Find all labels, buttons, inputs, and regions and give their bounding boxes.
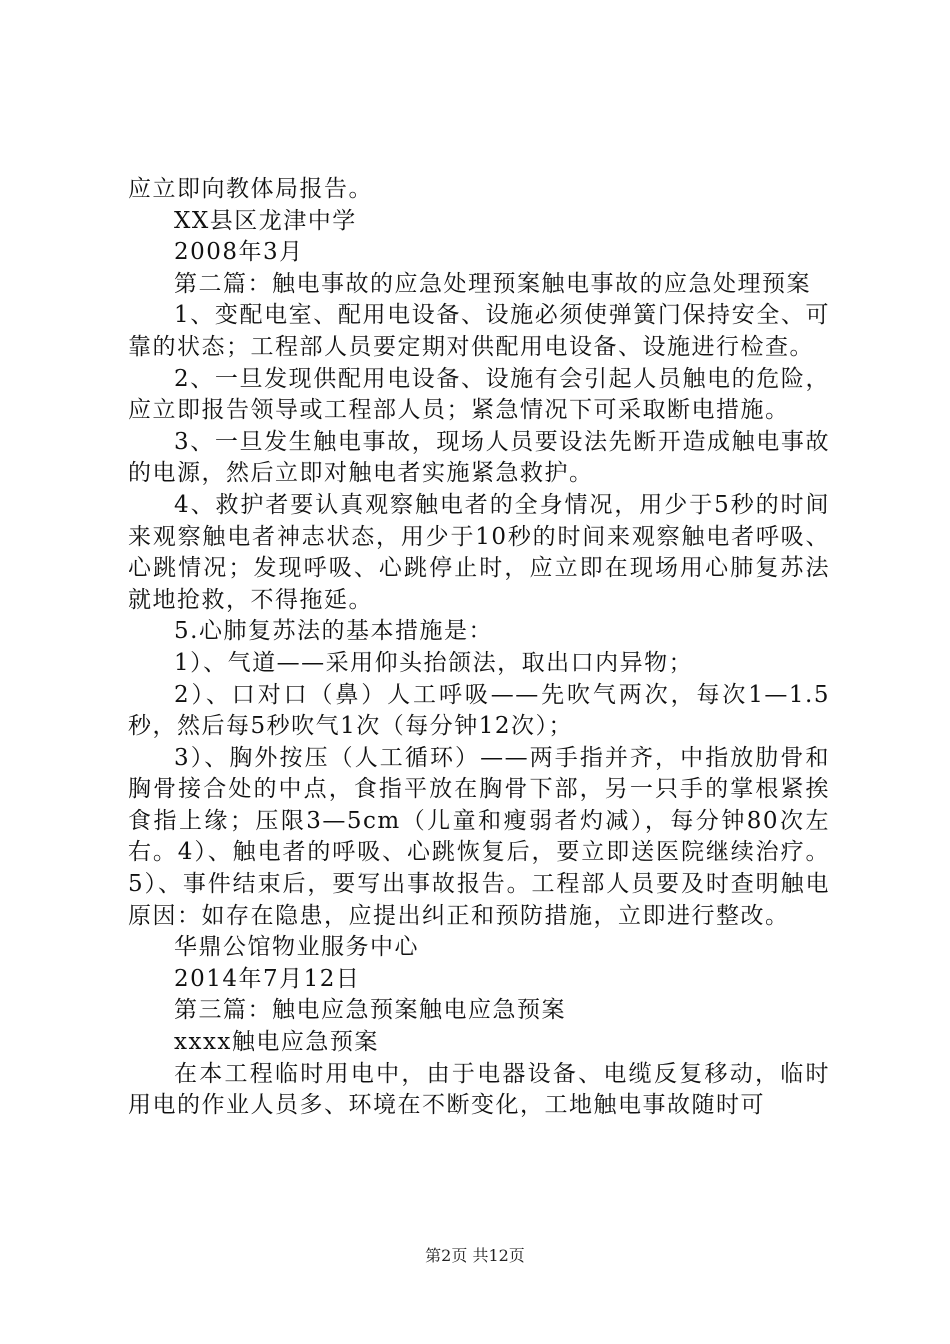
paragraph-step-3: 3）、胸外按压（人工循环）——两手指并齐，中指放肋骨和胸骨接合处的中点，食指平放在胸骨下部，另一只手的掌根紧挨食指上缘；压限3—5cm（儿童和瘦弱者灼减），每分钟80次左右。4）、触电者的呼吸、心跳恢复后，要立即送医院继续治疗。5）、事件结束后，要写出事故报告。工程部人员要及时查明触电原因：如存在隐患，应提出纠正和预防措施，立即进行整改。: [128, 744, 830, 929]
document-body: [128, 174, 830, 1122]
page-number-footer: 第2页 共12页: [425, 1246, 525, 1265]
paragraph-report-line: 应立即向教体局报告。: [128, 176, 373, 202]
paragraph-item-1: 1、变配电室、配用电设备、设施必须使弹簧门保持安全、可靠的状态；工程部人员要定期对供配用电设备、设施进行检查。: [128, 302, 830, 360]
signature-property-center: 华鼎公馆物业服务中心: [174, 934, 419, 961]
signature-date-2008: 2008年3月: [174, 239, 304, 266]
paragraph-item-4: 4、救护者要认真观察触电者的全身情况，用少于5秒的时间来观察触电者神志状态，用少于10秒的时间来观察触电者呼吸、心跳情况；发现呼吸、心跳停止时，应立即在现场用心肺复苏法就地抢救，不得拖延。: [128, 491, 830, 613]
paragraph-item-3: 3、一旦发生触电事故，现场人员要设法先断开造成触电事故的电源，然后立即对触电者实施紧急救护。: [128, 428, 830, 487]
signature-date-2014: 2014年7月12日: [174, 965, 361, 992]
paragraph-item-5: 5.心肺复苏法的基本措施是：: [174, 618, 493, 645]
section-title-3: 第三篇：触电应急预案触电应急预案: [174, 997, 566, 1024]
paragraph-step-2: 2）、口对口（鼻）人工呼吸——先吹气两次，每次1—1.5秒，然后每5秒吹气1次（每分钟12次）；: [128, 681, 830, 740]
signature-school: XX县区龙津中学: [174, 207, 357, 234]
plan-title: xxxx触电应急预案: [174, 1029, 379, 1056]
section-title-2: 第二篇：触电事故的应急处理预案触电事故的应急处理预案: [174, 270, 811, 297]
paragraph-item-2: 2、一旦发现供配用电设备、设施有会引起人员触电的危险，应立即报告领导或工程部人员；紧急情况下可采取断电措施。: [128, 365, 830, 424]
paragraph-intro: 在本工程临时用电中，由于电器设备、电缆反复移动，临时用电的作业人员多、环境在不断变化，工地触电事故随时可: [128, 1060, 830, 1119]
paragraph-step-1: 1）、气道——采用仰头抬颌法，取出口内异物；: [174, 649, 694, 676]
